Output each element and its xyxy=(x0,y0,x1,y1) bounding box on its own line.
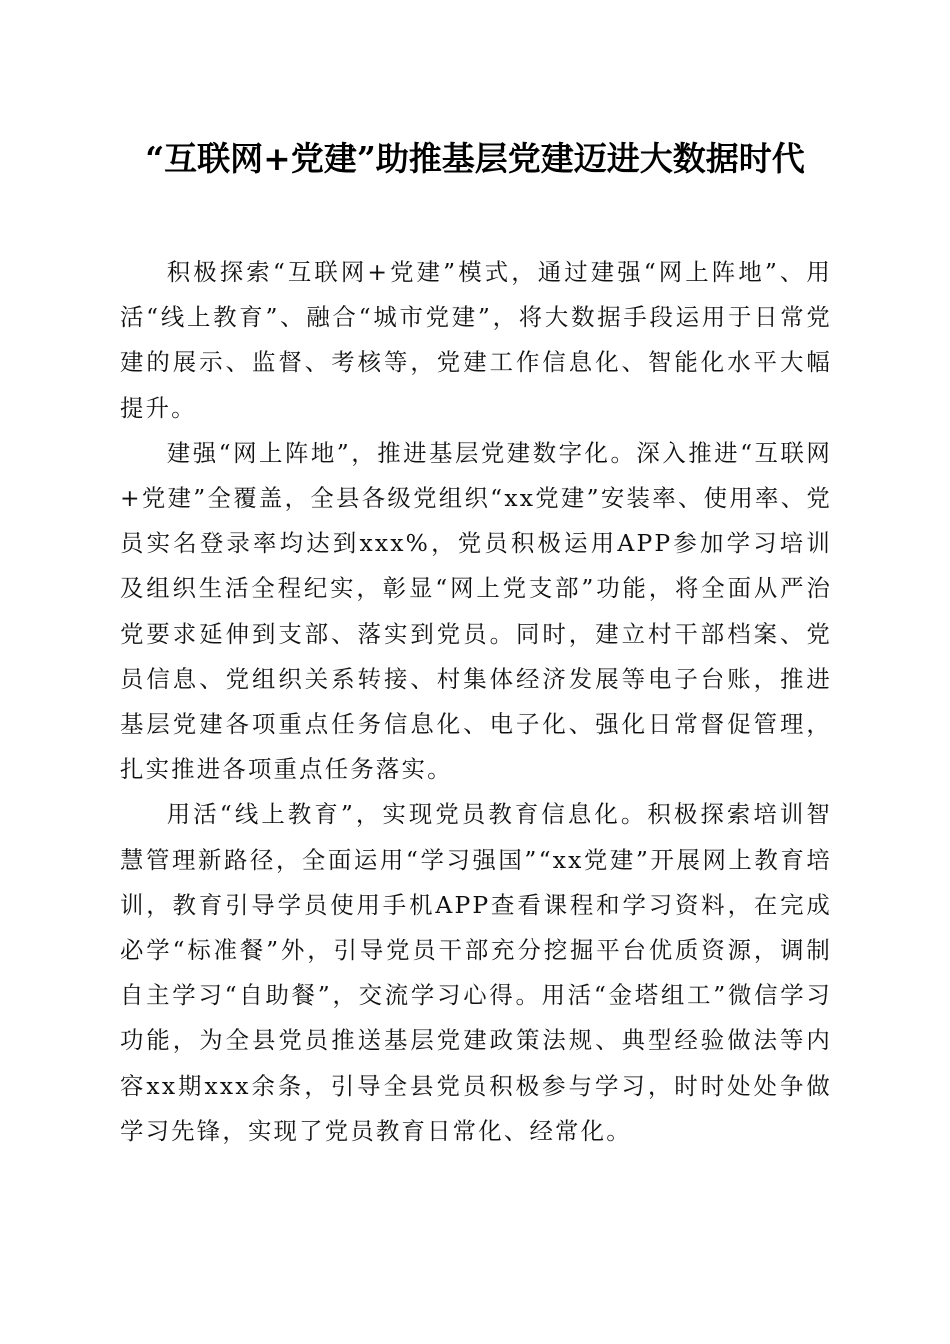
paragraph-intro: 积极探索“互联网+党建”模式，通过建强“网上阵地”、用活“线上教育”、融合“城市党建”，将大数据手段运用于日常党建的展示、监督、考核等，党建工作信息化、智能化水平大幅提升。 xyxy=(120,258,832,422)
document-title: “互联网+党建”助推基层党建迈进大数据时代 xyxy=(145,139,805,178)
paragraph-online-education: 用活“线上教育”，实现党员教育信息化。积极探索培训智慧管理新路径，全面运用“学习强国”“xx党建”开展网上教育培训，教育引导学员使用手机APP查看课程和学习资料，在完成必学“标准餐”外，引导党员干部充分挖掘平台优质资源，调制自主学习“自助餐”，交流学习心得。用活“金塔组工”微信学习功能，为全县党员推送基层党建政策法规、典型经验做法等内容xx期xxx余条，引导全县党员积极参与学习，时时处处争做学习先锋，实现了党员教育日常化、经常化。 xyxy=(120,800,832,1145)
paragraph-online-position: 建强“网上阵地”，推进基层党建数字化。深入推进“互联网+党建”全覆盖，全县各级党组织“xx党建”安装率、使用率、党员实名登录率均达到xxx%，党员积极运用APP参加学习培训及组织生活全程纪实，彰显“网上党支部”功能，将全面从严治党要求延伸到支部、落实到党员。同时，建立村干部档案、党员信息、党组织关系转接、村集体经济发展等电子台账，推进基层党建各项重点任务信息化、电子化、强化日常督促管理，扎实推进各项重点任务落实。 xyxy=(120,438,832,784)
document-body xyxy=(120,250,832,1154)
